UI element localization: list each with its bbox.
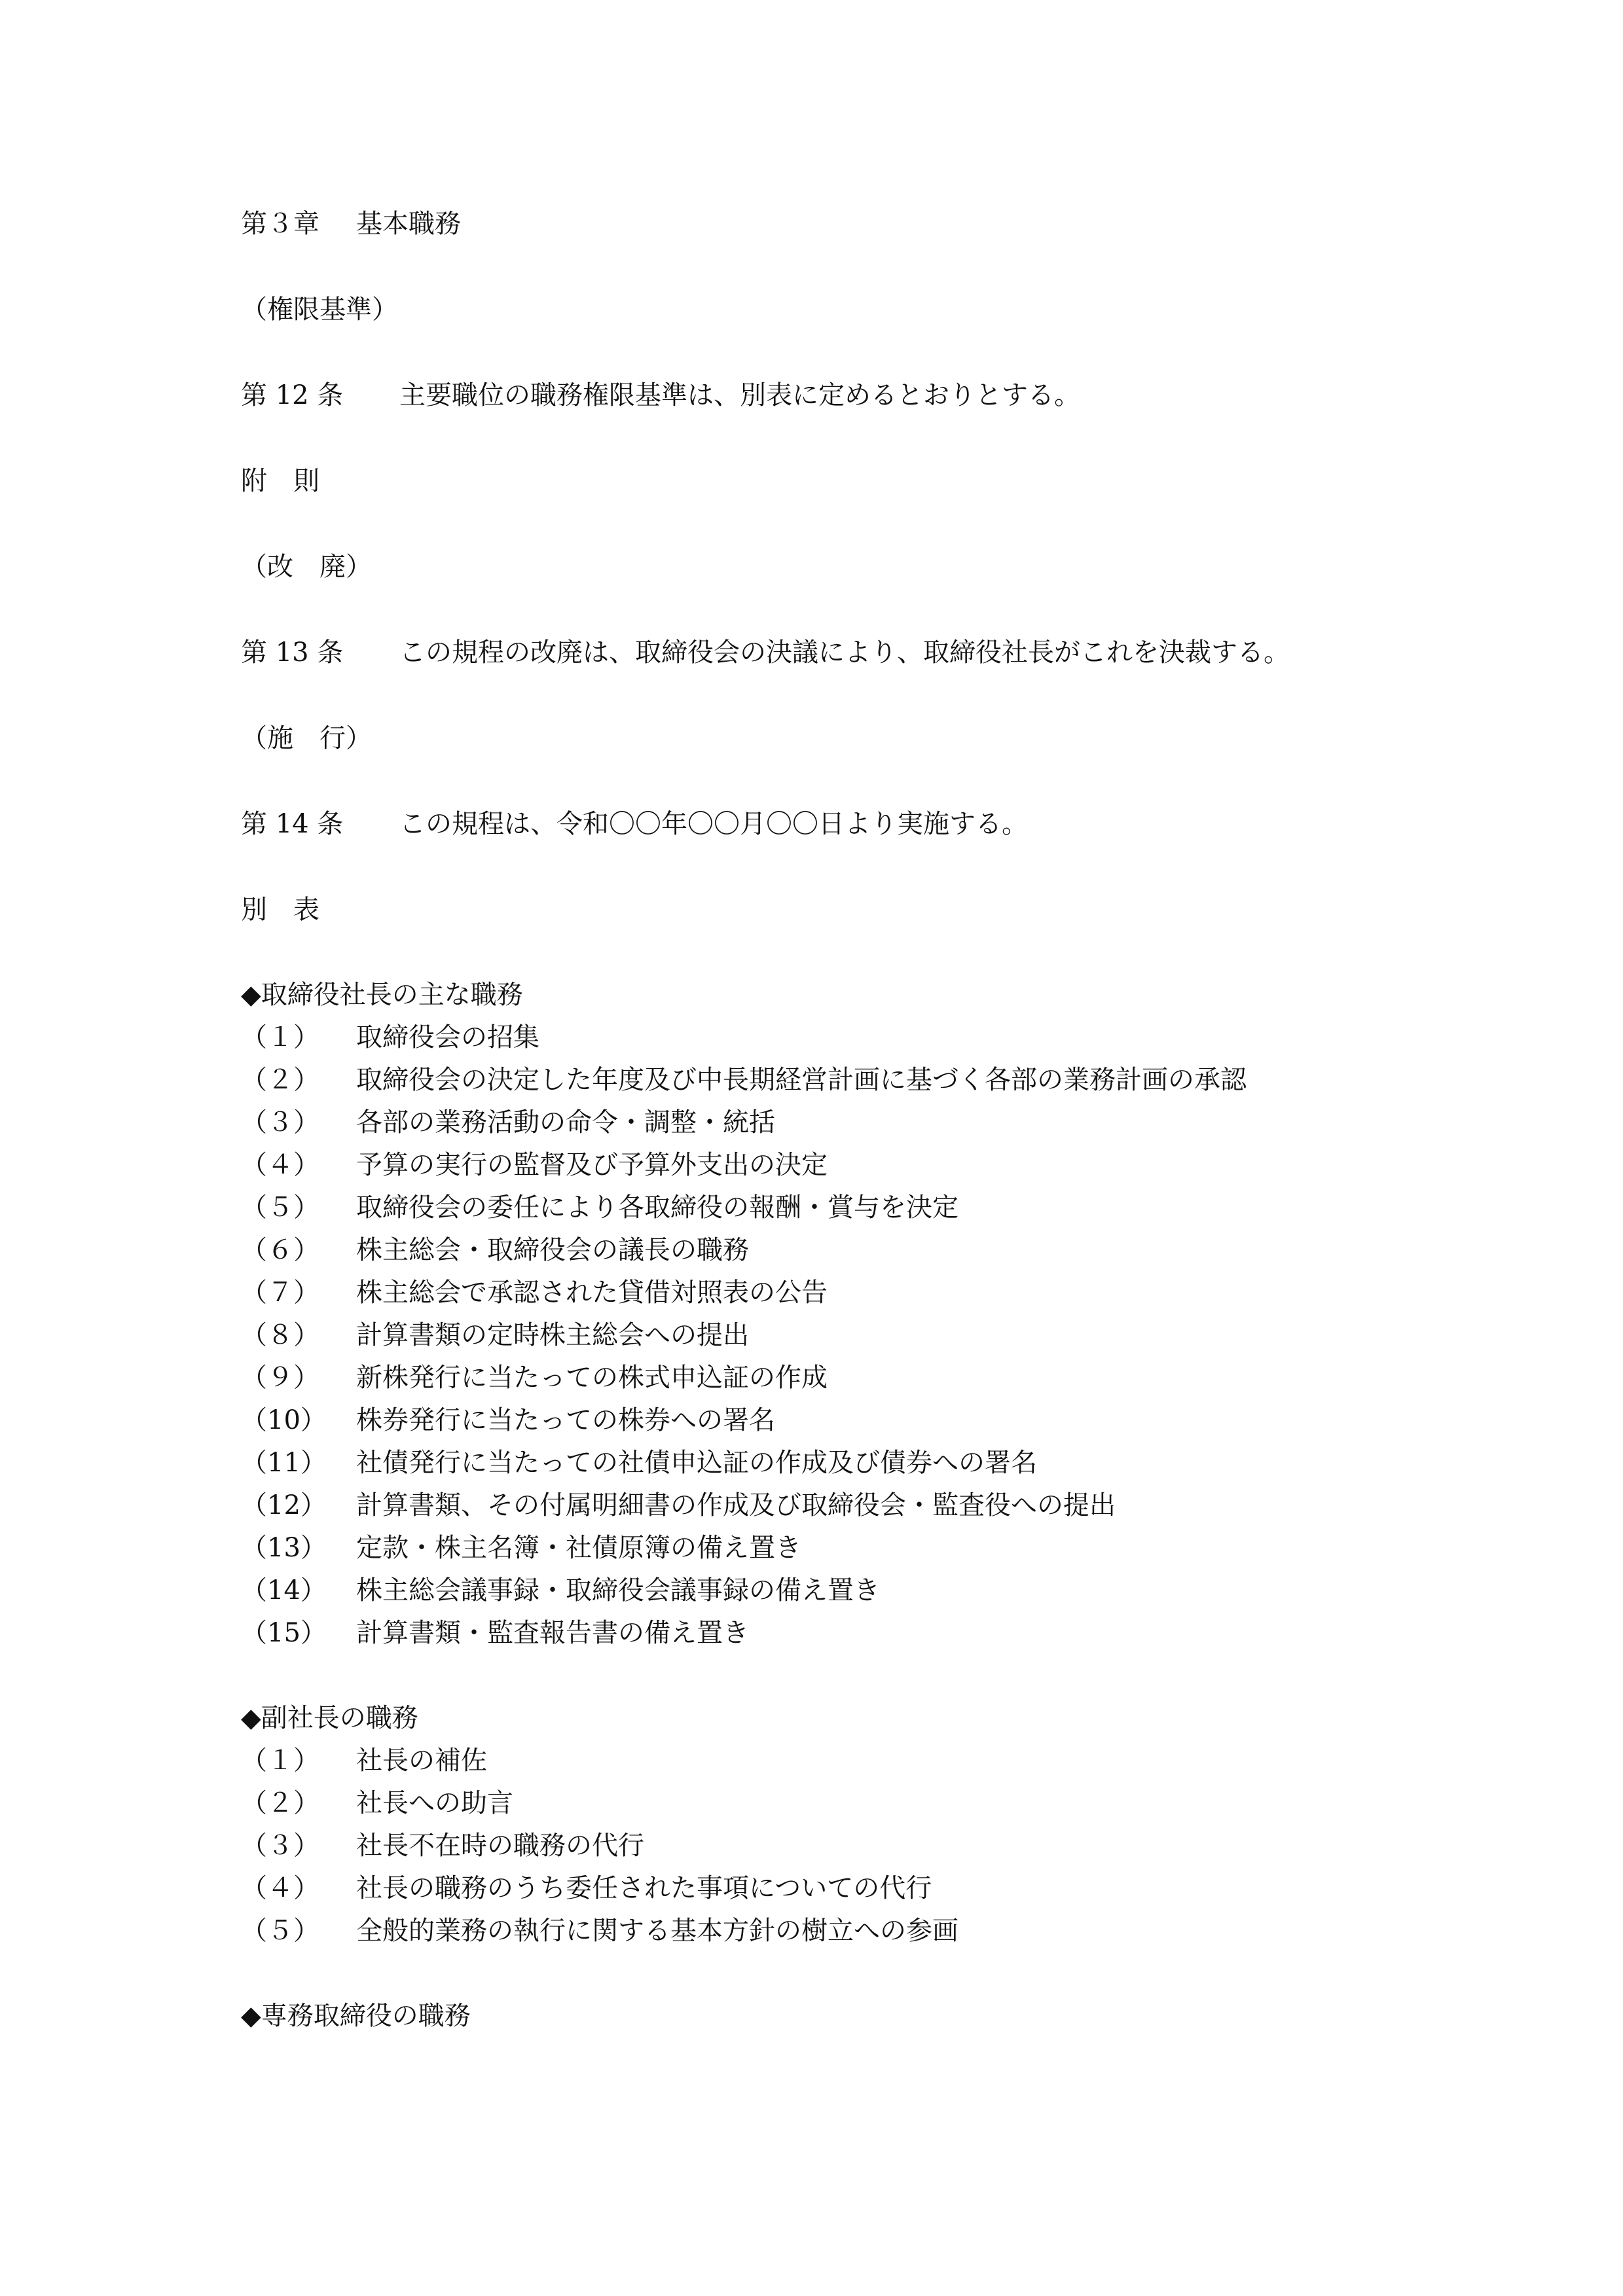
list-item: [241, 1830, 1419, 1861]
duty-list: [241, 1022, 1419, 1649]
item-text: 株主総会・取締役会の議長の職務: [356, 1235, 749, 1265]
item-number: （４）: [241, 1873, 319, 1903]
duty-section: [241, 2000, 1419, 2032]
chapter-heading: [241, 208, 1419, 240]
appendix-heading: 別 表: [241, 895, 319, 925]
item-number: （３）: [241, 1831, 319, 1861]
section-heading: ◆取締役社長の主な職務: [241, 980, 523, 1010]
chapter-title: 基本職務: [356, 209, 461, 239]
item-text: 取締役会の招集: [356, 1022, 539, 1052]
item-text: 社長不在時の職務の代行: [356, 1831, 644, 1861]
list-item: [241, 1277, 1419, 1308]
item-text: 社長の職務のうち委任された事項についての代行: [356, 1873, 932, 1903]
item-number: （３）: [241, 1107, 319, 1138]
list-item: [241, 1234, 1419, 1266]
supplementary-provisions: 附 則: [241, 466, 319, 496]
section-heading: ◆専務取締役の職務: [241, 2001, 471, 2031]
item-number: （９）: [241, 1363, 319, 1393]
article-12-text: 主要職位の職務権限基準は、別表に定めるとおりとする。: [399, 380, 1080, 410]
article-13-label: 第 13 条: [241, 637, 344, 668]
item-number: （13）: [241, 1533, 327, 1563]
item-text: 社長の補佐: [356, 1746, 487, 1776]
item-text: 取締役会の委任により各取締役の報酬・賞与を決定: [356, 1193, 958, 1223]
article-12: [241, 380, 1419, 411]
chapter-label: 第３章: [241, 209, 319, 239]
list-item: [241, 1064, 1419, 1096]
list-item: [241, 1319, 1419, 1351]
item-number: （７）: [241, 1278, 319, 1308]
item-text: 計算書類・監査報告書の備え置き: [356, 1618, 749, 1648]
list-item: [241, 1873, 1419, 1904]
item-text: 予算の実行の監督及び予算外支出の決定: [356, 1150, 828, 1180]
item-text: 株券発行に当たっての株券への署名: [356, 1405, 775, 1435]
article-13: [241, 637, 1419, 668]
list-item: [241, 1915, 1419, 1946]
list-item: [241, 1745, 1419, 1776]
item-text: 各部の業務活動の命令・調整・統括: [356, 1107, 775, 1138]
item-number: （11）: [241, 1448, 327, 1478]
list-item: [241, 1575, 1419, 1606]
item-text: 取締役会の決定した年度及び中長期経営計画に基づく各部の業務計画の承認: [356, 1065, 1247, 1095]
item-text: 全般的業務の執行に関する基本方針の樹立への参画: [356, 1916, 958, 1946]
item-text: 社長への助言: [356, 1788, 513, 1818]
article-14-text: この規程は、令和〇〇年〇〇月〇〇日より実施する。: [399, 809, 1028, 839]
caption-repeal: （改 廃）: [241, 552, 372, 582]
duty-sections: [241, 979, 1419, 2032]
list-item: [241, 1107, 1419, 1138]
caption-enforcement: （施 行）: [241, 723, 372, 753]
list-item: [241, 1532, 1419, 1564]
section-heading: ◆副社長の職務: [241, 1703, 418, 1733]
item-number: （６）: [241, 1235, 319, 1265]
item-number: （５）: [241, 1916, 319, 1946]
item-number: （８）: [241, 1320, 319, 1350]
list-item: [241, 1362, 1419, 1393]
item-text: 社債発行に当たっての社債申込証の作成及び債券への署名: [356, 1448, 1037, 1478]
list-item: [241, 1490, 1419, 1521]
item-number: （14）: [241, 1575, 327, 1605]
article-14-label: 第 14 条: [241, 809, 344, 839]
duty-section: [241, 1702, 1419, 1946]
item-number: （２）: [241, 1065, 319, 1095]
item-text: 株主総会議事録・取締役会議事録の備え置き: [356, 1575, 880, 1605]
item-number: （５）: [241, 1193, 319, 1223]
item-number: （１）: [241, 1022, 319, 1052]
list-item: [241, 1617, 1419, 1649]
item-text: 定款・株主名簿・社債原簿の備え置き: [356, 1533, 801, 1563]
duty-section: [241, 979, 1419, 1649]
list-item: [241, 1192, 1419, 1223]
list-item: [241, 1405, 1419, 1436]
document-page: [241, 208, 1419, 2032]
item-number: （12）: [241, 1490, 327, 1520]
list-item: [241, 1447, 1419, 1479]
list-item: [241, 1149, 1419, 1181]
item-text: 計算書類、その付属明細書の作成及び取締役会・監査役への提出: [356, 1490, 1116, 1520]
list-item: [241, 1787, 1419, 1819]
item-number: （２）: [241, 1788, 319, 1818]
article-13-text: この規程の改廃は、取締役会の決議により、取締役社長がこれを決裁する。: [399, 637, 1290, 668]
item-number: （１）: [241, 1746, 319, 1776]
item-text: 新株発行に当たっての株式申込証の作成: [356, 1363, 828, 1393]
item-number: （15）: [241, 1618, 327, 1648]
item-text: 計算書類の定時株主総会への提出: [356, 1320, 749, 1350]
article-14: [241, 808, 1419, 840]
list-item: [241, 1022, 1419, 1053]
item-number: （10）: [241, 1405, 327, 1435]
caption-authority: （権限基準）: [241, 295, 398, 325]
item-number: （４）: [241, 1150, 319, 1180]
item-text: 株主総会で承認された貸借対照表の公告: [356, 1278, 828, 1308]
article-12-label: 第 12 条: [241, 380, 344, 410]
duty-list: [241, 1745, 1419, 1946]
